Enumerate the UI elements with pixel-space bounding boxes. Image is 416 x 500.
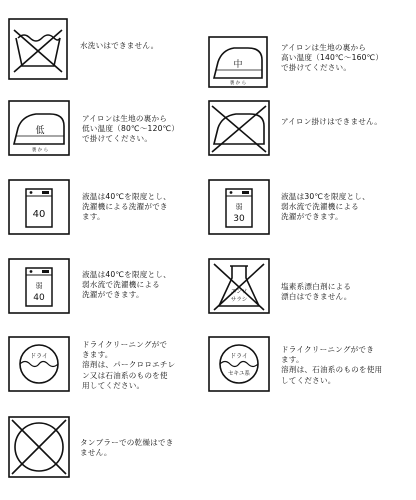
- tumble-dry-crossed-icon: [8, 416, 70, 478]
- iron-temperature-label: 中: [233, 60, 243, 70]
- bleach-chlorine-label: エンソ: [230, 289, 248, 295]
- iron-reverse-side-label: 裏 か ら: [31, 148, 49, 153]
- iron-medium-icon: [208, 36, 268, 88]
- gentle-wash-label: 弱: [235, 203, 243, 211]
- wash-temperature-label: 30: [233, 214, 245, 224]
- care-item-text: 塩素系漂白剤による 漂白はできません。: [281, 282, 352, 302]
- gentle-wash-label: 弱: [35, 282, 43, 290]
- dry-clean-petroleum-icon: [208, 336, 270, 392]
- iron-temperature-label: 低: [35, 126, 45, 136]
- iron-low-icon: [8, 100, 70, 156]
- bleach-crossed-icon: [208, 258, 270, 314]
- care-item-text: ドライクリーニングがで きます。 溶剤は、パークロロエチレ ン又は石油系のものを使 用してください。: [82, 340, 176, 390]
- iron-reverse-side-label: 裏 か ら: [229, 81, 247, 86]
- care-item-text: タンブラーでの乾燥はでき ません。: [80, 438, 174, 458]
- care-item-text: 水洗いはできません。: [80, 41, 159, 50]
- bleach-bleaching-label: サラシ: [230, 297, 248, 303]
- wash-temperature-label: 40: [33, 293, 45, 303]
- iron-crossed-icon: [208, 100, 270, 156]
- care-item-text: アイロン掛けはできません。: [281, 117, 383, 126]
- care-item-text: 液温は40℃を限度とし、 洗濯機による洗濯ができ ます。: [82, 192, 171, 222]
- dry-clean-solvent-label: セキユ系: [227, 371, 251, 377]
- washing-machine-gentle-40-icon: [8, 258, 70, 314]
- washtub-crossed-icon: [8, 18, 68, 80]
- care-item-text: 液温は40℃を限度とし、 弱水流で洗濯機による 洗濯ができます。: [82, 270, 171, 300]
- care-item-text: アイロンは生地の裏から 低い温度（80℃〜120℃） で掛けてください。: [82, 114, 180, 144]
- care-item-text: 液温は30℃を限度とし、 弱水流で洗濯機による 洗濯ができます。: [281, 192, 370, 222]
- wash-temperature-label: 40: [32, 209, 46, 220]
- washing-machine-40-icon: [8, 179, 70, 235]
- care-item-text: ドライクリーニングができ ます。 溶剤は、石油系のものを使用 してください。: [281, 345, 383, 385]
- dry-clean-label: ドライ: [30, 353, 48, 360]
- washing-machine-gentle-30-icon: [208, 179, 270, 235]
- care-item-text: アイロンは生地の裏から 高い温度（140℃〜160℃） で掛けてください。: [281, 43, 384, 73]
- dry-clean-label: ドライ: [230, 353, 248, 360]
- dry-clean-icon: [8, 336, 70, 392]
